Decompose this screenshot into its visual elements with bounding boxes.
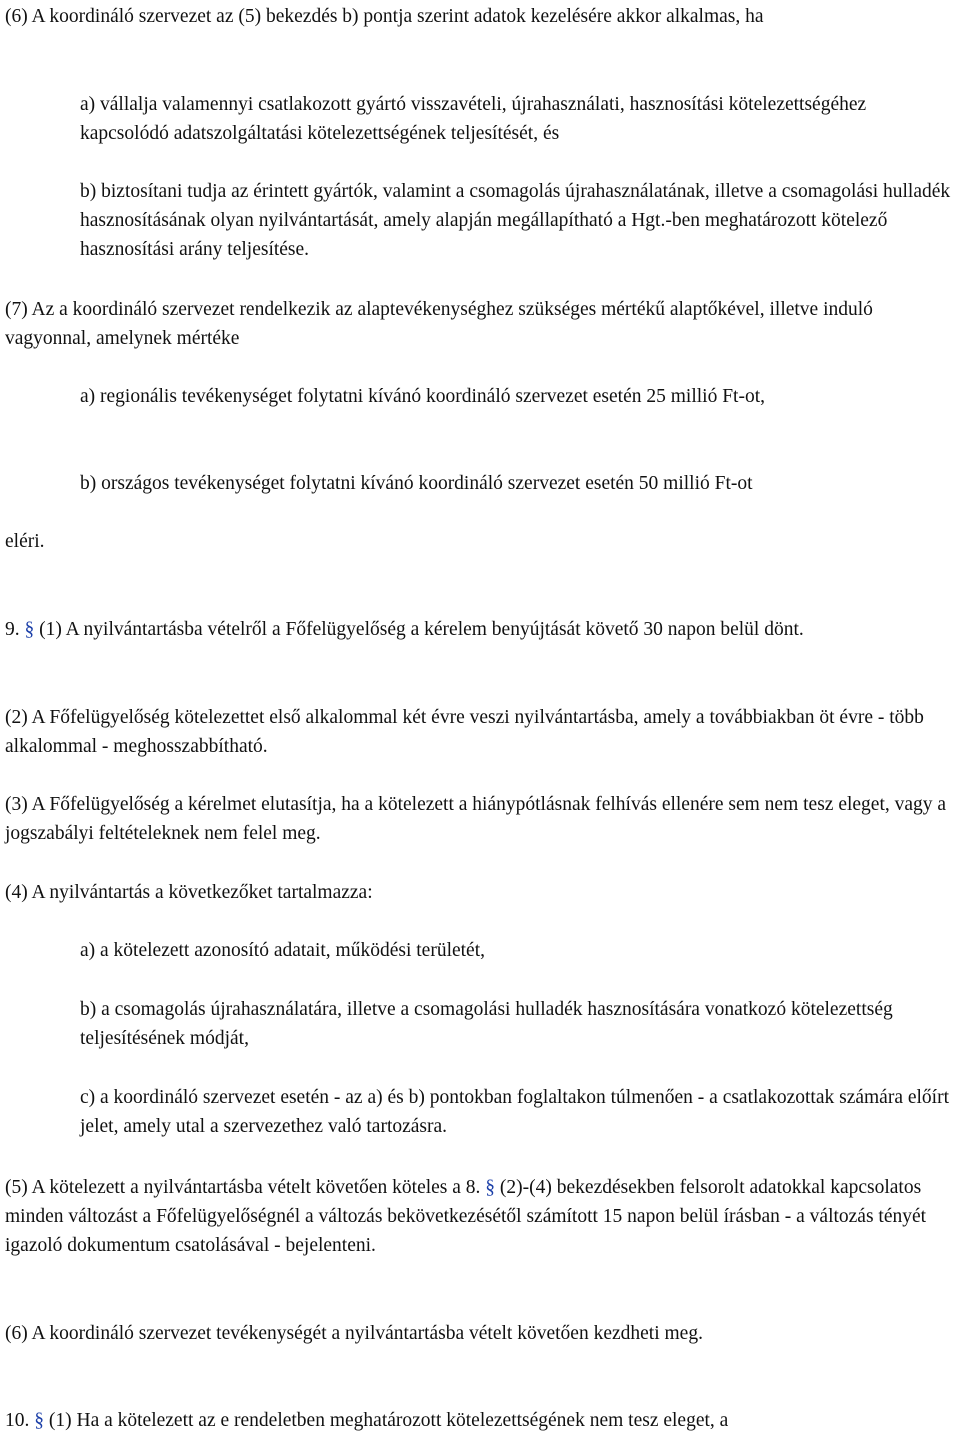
paragraph-7-item-b: b) országos tevékenységet folytatni kívánó koordináló szervezet esetén 50 millió Ft-ot bbox=[80, 473, 753, 494]
section-9-paragraph-4-item-a: a) a kötelezett azonosító adatait, működési területét, bbox=[80, 940, 486, 961]
section-10-number: 10. bbox=[5, 1410, 30, 1431]
section-10-paragraph-1 bbox=[5, 1406, 955, 1435]
section-9-paragraph-3: (3) A Főfelügyelőség a kérelmet elutasítja, ha a kötelezett a hiánypótlásnak felhívás ellenére sem nem tesz eleget, vagy a jogszabályi feltételeknek nem felel meg. bbox=[5, 794, 947, 844]
section-9-paragraph-4: (4) A nyilvántartás a következőket tartalmazza: bbox=[5, 882, 373, 903]
section-9-paragraph-5 bbox=[5, 1173, 955, 1260]
paragraph-7-item-a: a) regionális tevékenységet folytatni kívánó koordináló szervezet esetén 25 millió Ft-ot, bbox=[80, 386, 766, 407]
section-sign-link[interactable]: § bbox=[34, 1410, 44, 1431]
paragraph-7-intro: (7) Az a koordináló szervezet rendelkezik az alaptevékenységhez szükséges mértékű alaptőkével, illetve induló vagyonnal, amelynek mértéke bbox=[5, 299, 873, 349]
section-9-paragraph-1-text: (1) A nyilvántartásba vételről a Főfelügyelőség a kérelem benyújtását követő 30 napon belül dönt. bbox=[39, 619, 804, 640]
section-9-paragraph-4-item-b: b) a csomagolás újrahasználatára, illetve a csomagolási hulladék hasznosítására vonatkozó kötelezettség teljesítésének módját, bbox=[80, 999, 893, 1049]
paragraph-6-item-b: b) biztosítani tudja az érintett gyártók, valamint a csomagolás újrahasználatának, illetve a csomagolási hulladék hasznosításának olyan nyilvántartását, amely alapján megállapítható a Hgt.-ben meghatározott kötelező hasznosítási arány teljesítése. bbox=[80, 181, 951, 260]
section-9-number: 9. bbox=[5, 619, 20, 640]
section-10-paragraph-1-text: (1) Ha a kötelezett az e rendeletben meghatározott kötelezettségének nem tesz eleget, a bbox=[48, 1410, 729, 1431]
paragraph-7-end: eléri. bbox=[5, 531, 45, 552]
section-9-paragraph-1 bbox=[5, 615, 955, 644]
section-sign-link[interactable]: § bbox=[485, 1177, 496, 1198]
section-9-paragraph-6: (6) A koordináló szervezet tevékenységét a nyilvántartásba vételt követően kezdheti meg. bbox=[5, 1323, 703, 1344]
section-9-paragraph-5-text-a: (5) A kötelezett a nyilvántartásba vételt követően köteles a 8. bbox=[5, 1177, 481, 1198]
section-9-paragraph-5-text-b: (2)-(4) bekezdésekben felsorolt adatokkal kapcsolatos minden változást a Főfelügyelőségnél a változás bekövetkezésétől számított 15 napon belül írásban - a változás tényét igazoló dokumentum csatolásával - bejelenteni. bbox=[5, 1177, 927, 1256]
section-9-paragraph-4-item-c: c) a koordináló szervezet esetén - az a) és b) pontokban foglaltakon túlmenően - a csatlakozottak számára előírt jelet, amely utal a szervezethez való tartozásra. bbox=[80, 1087, 949, 1137]
section-sign-link[interactable]: § bbox=[24, 619, 35, 640]
paragraph-6-intro: (6) A koordináló szervezet az (5) bekezdés b) pontja szerint adatok kezelésére akkor alkalmas, ha bbox=[5, 6, 764, 27]
paragraph-6-item-a: a) vállalja valamennyi csatlakozott gyártó visszavételi, újrahasználati, hasznosítási kötelezettségéhez kapcsolódó adatszolgáltatási kötelezettségének teljesítését, és bbox=[80, 94, 867, 144]
section-9-paragraph-2: (2) A Főfelügyelőség kötelezettet első alkalommal két évre veszi nyilvántartásba, amely a továbbiakban öt évre - több alkalommal - meghosszabbítható. bbox=[5, 707, 924, 757]
